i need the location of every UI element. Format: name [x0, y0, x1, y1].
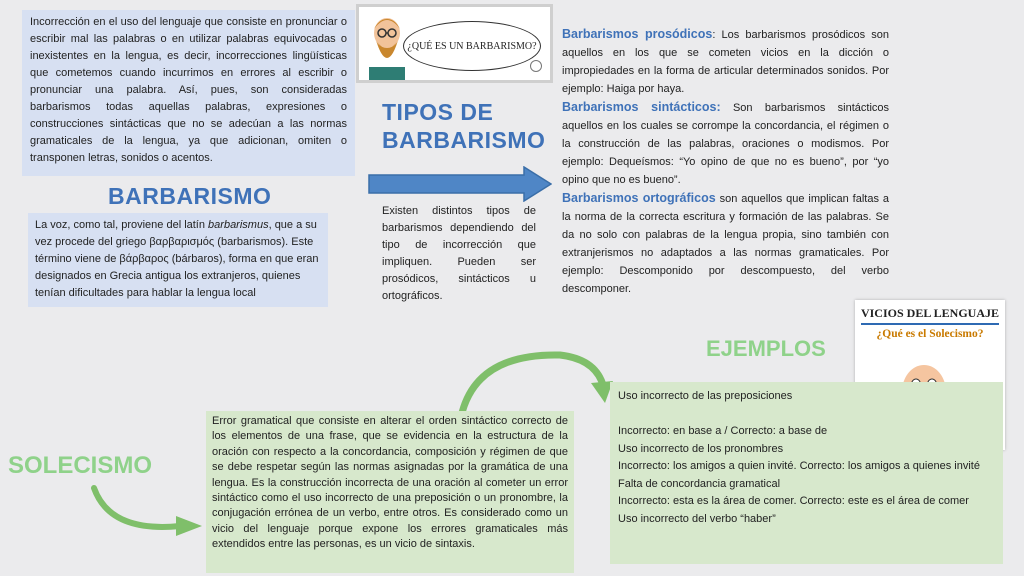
solecismo-definition-text: Error gramatical que consiste en alterar el orden sintáctico correcto de los elementos de una frase, que se evidencia en la estructura de la oración con respecto a la concordancia, composición y régimen de que se debe respetar según las normas asignadas por la gramática de una lengua. Es la construcción incorrecta de una oración al cometer un error sintáctico como el uso incorrecto de una preposición o un pronombre, la conjugación errónea de un verbo, entre otros. Es considerado como un vicio del lenguaje porque expone los errores gramaticales más extendidos entre las personas, es un vicio de sintaxis. — [212, 415, 568, 551]
example-line: Uso incorrecto de las preposiciones — [618, 390, 793, 402]
curved-arrow-icon — [455, 345, 615, 420]
etymology-text-part2: , que a su vez procede del griego βαρβαρισμός (barbarismos). Este término viene de βάρβαρος (bárbaros), forma en que eran designados en Grecia antigua los extranjeros, quienes tenían dificultades para hablar la lengua local — [35, 219, 319, 299]
tipos-description — [382, 203, 536, 305]
example-line: Uso incorrecto de los pronombres — [618, 442, 784, 455]
type-description: Los barbarismos prosódicos son aquellos en los que se cometen vicios en la dicción o impropiedades en la forma de articular determinados sonidos. Por ejemplo: Haiga por haya. — [562, 29, 890, 95]
type-separator: : — [712, 29, 722, 41]
type-name: Barbarismos ortográficos — [562, 191, 716, 205]
barbarismo-definition-text: Incorrección en el uso del lenguaje que consiste en pronunciar o escribir mal las palabras o en utilizar palabras equivocadas o inexistentes en la lengua, es decir, incorrecciones lingüísticas que cometemos cuando incurrimos en errores al escribir o pronunciar una palabra. Así, pues, son consideradas barbarismos todas aquellas palabras, expresiones o construcciones sintácticas que no se adecúan a las normas gramaticales de la lengua, ya que adicionan, omiten o transponen letras, sonidos o acentos. — [30, 16, 347, 164]
vicios-card-title: VICIOS DEL LENGUAJE — [860, 306, 1000, 320]
stamp-icon — [530, 60, 542, 72]
type-name: Barbarismos prosódicos — [562, 27, 713, 41]
example-line: Incorrecto: los amigos a quien invité. Correcto: los amigos a quienes invité — [618, 460, 980, 472]
type-sintacticos — [562, 98, 889, 189]
example-line: Incorrecto: esta es la área de comer. Correcto: este es el área de comer — [618, 495, 969, 507]
barbarismo-types — [562, 25, 889, 298]
type-description: Son barbarismos sintácticos aquellos en los cuales se corrompe la concordancia, el régimen o la construcción de las palabras, oraciones o modismos. Por ejemplo: Dequeísmos: “Yo opino de que no es bueno”, por “yo opino que no es bueno”. — [562, 102, 890, 186]
tipos-description-text: Existen distintos tipos de barbarismos dependiendo del tipo de incorrección que impliquen. Pueden ser prosódicos, sintácticos u ortográficos. — [382, 205, 536, 302]
example-line: Uso incorrecto del verbo “haber” — [618, 512, 776, 525]
etymology-latin-word: barbarismus — [208, 219, 269, 231]
solecismo-heading: SOLECISMO — [8, 452, 153, 479]
tipos-heading-line1: TIPOS DE — [382, 99, 494, 125]
example-line — [618, 406, 995, 424]
type-ortograficos — [562, 189, 889, 298]
solecismo-definition-box — [206, 411, 574, 573]
speech-bubble-question: ¿QUÉ ES UN BARBARISMO? — [407, 40, 537, 52]
tipos-heading-line2: BARBARISMO — [382, 127, 546, 153]
type-name: Barbarismos sintácticos: — [562, 100, 721, 114]
type-description: son aquellos que implican faltas a la norma de la correcta escritura y formación de las palabras. Se da no solo con palabras de la lengua propia, sino también con extranjerismos no adaptados a las normas gramaticales. Por ejemplo: Descomponido por descompuesto, del verbo descomponer. — [562, 193, 889, 295]
example-line: Falta de concordancia gramatical — [618, 477, 781, 490]
right-arrow-icon — [368, 166, 552, 202]
vicios-card-divider — [861, 323, 999, 325]
barbarismo-question-card — [356, 4, 553, 83]
vicios-card-question: ¿Qué es el Solecismo? — [876, 328, 984, 340]
type-prosodicos — [562, 25, 889, 98]
examples-box — [610, 382, 1003, 564]
example-line: Incorrecto: en base a / Correcto: a base de — [618, 425, 828, 437]
barbarismo-heading: BARBARISMO — [108, 183, 272, 209]
curved-arrow-icon — [90, 478, 210, 538]
etymology-text-part1: La voz, como tal, proviene del latín — [35, 219, 209, 231]
ejemplos-heading: EJEMPLOS — [706, 336, 826, 361]
speech-bubble — [403, 21, 541, 71]
barbarismo-definition-box — [22, 10, 355, 176]
type-separator — [721, 102, 733, 114]
tipos-heading — [382, 98, 545, 154]
etymology-box — [28, 213, 328, 307]
